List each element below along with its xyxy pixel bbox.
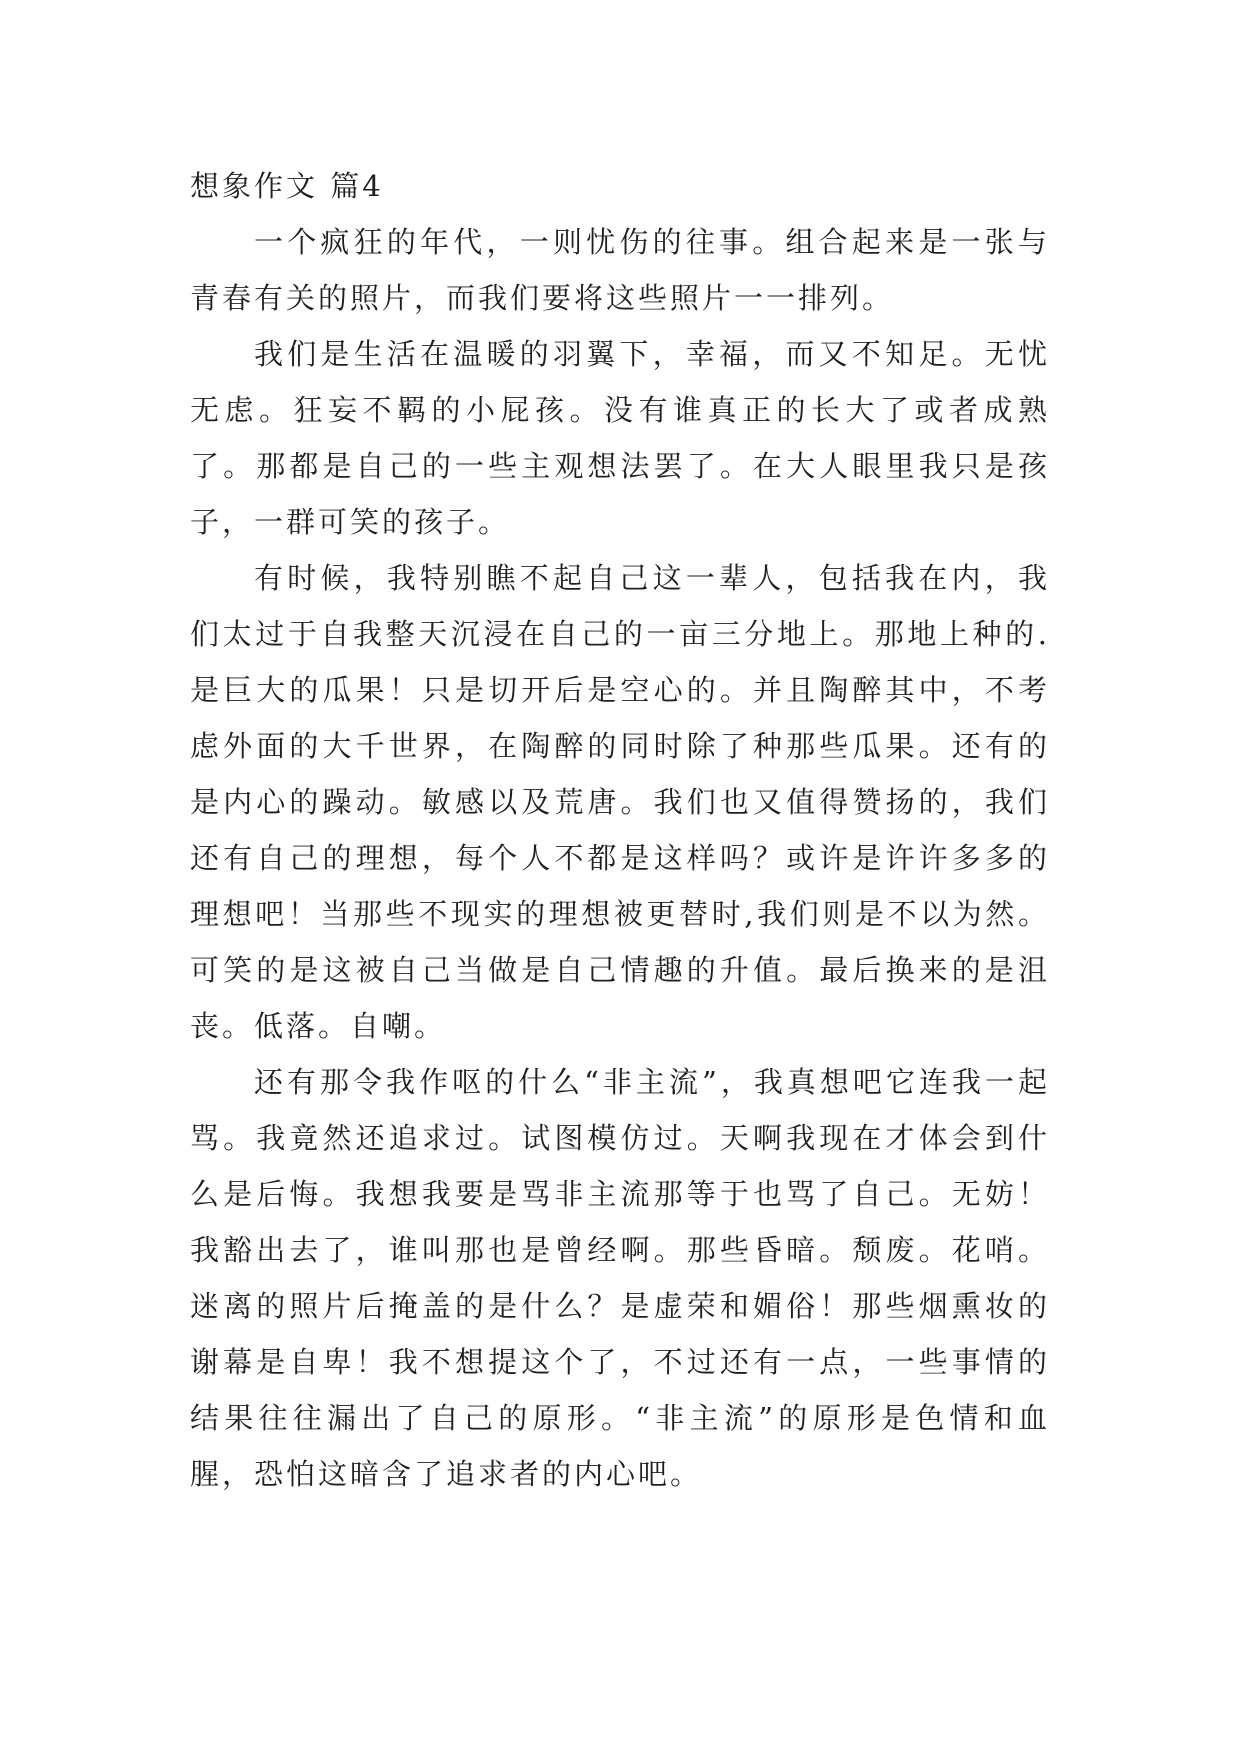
paragraph-1: 一个疯狂的年代，一则忧伤的往事。组合起来是一张与青春有关的照片，而我们要将这些照片一一排列。 (190, 225, 1050, 315)
document-body (190, 158, 1050, 1502)
paragraph-4: 还有那令我作呕的什么“非主流”，我真想吧它连我一起骂。我竟然还追求过。试图模仿过。天啊我现在才体会到什么是后悔。我想我要是骂非主流那等于也骂了自己。无妨！我豁出去了，谁叫那也是曾经啊。那些昏暗。颓废。花哨。迷离的照片后掩盖的是什么？是虚荣和媚俗！那些烟熏妆的谢幕是自卑！我不想提这个了，不过还有一点，一些事情的结果往往漏出了自己的原形。“非主流”的原形是色情和血腥，恐怕这暗含了追求者的内心吧。 (190, 1065, 1050, 1491)
paragraph-3: 有时候，我特别瞧不起自己这一辈人，包括我在内，我们太过于自我整天沉浸在自己的一亩三分地上。那地上种的.是巨大的瓜果！只是切开后是空心的。并且陶醉其中，不考虑外面的大千世界，在陶醉的同时除了种那些瓜果。还有的是内心的躁动。敏感以及荒唐。我们也又值得赞扬的，我们还有自己的理想，每个人不都是这样吗？或许是许许多多的理想吧！当那些不现实的理想被更替时,我们则是不以为然。可笑的是这被自己当做是自己情趣的升值。最后换来的是沮丧。低落。自嘲。 (190, 561, 1050, 1043)
paragraph-2: 我们是生活在温暖的羽翼下，幸福，而又不知足。无忧无虑。狂妄不羁的小屁孩。没有谁真正的长大了或者成熟了。那都是自己的一些主观想法罢了。在大人眼里我只是孩子，一群可笑的孩子。 (190, 337, 1050, 539)
document-heading: 想象作文 篇4 (190, 169, 384, 203)
